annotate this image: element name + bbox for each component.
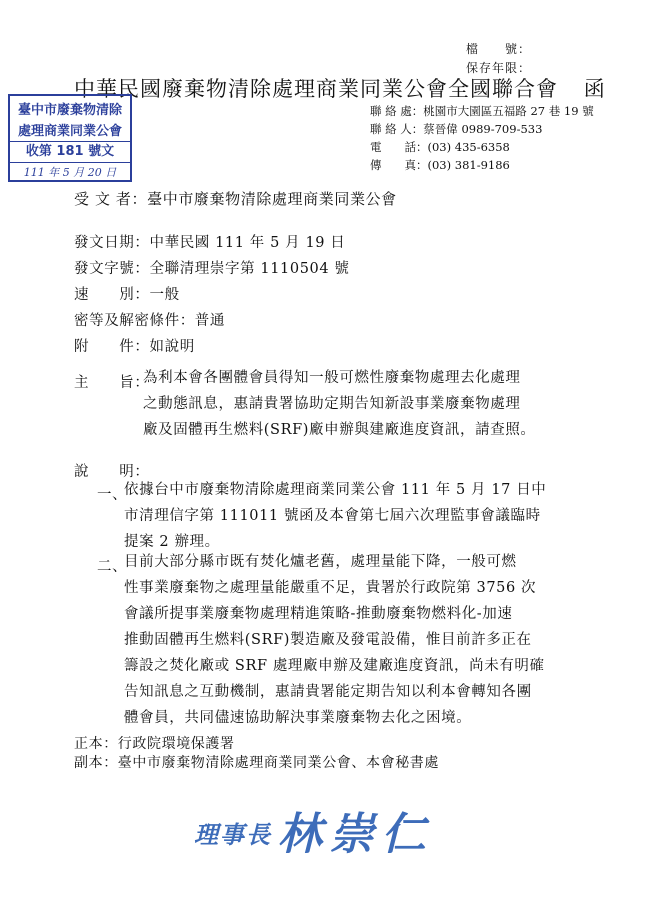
chairman-signature: [194, 798, 434, 862]
explanation-line: 依據台中市廢棄物清除處理商業同業公會 111 年 5 月 17 日中: [124, 482, 547, 498]
subject-text: [143, 365, 613, 443]
explanation-line: 推動固體再生燃料(SRF)製造廠及發電設備，惟目前許多正在: [124, 632, 532, 648]
attachment: 附 件：如說明: [74, 339, 195, 355]
explanation-line: 目前大部分縣市既有焚化爐老舊，處理量能下降，一般可燃: [124, 554, 517, 570]
stamp-receipt-number: 收第 181 號文: [10, 141, 130, 163]
explanation-line: 市清理信字第 111011 號函及本會第七屆六次理監事會議臨時: [124, 508, 541, 524]
subject-line: 廠及固體再生燃料(SRF)廠申辦與建廠進度資訊，請查照。: [143, 422, 536, 438]
document-type: 函: [583, 77, 606, 101]
stamp-receipt-date: 111 年 5 月 20 日: [23, 166, 117, 179]
secrecy-level: 密等及解密條件：普通: [74, 313, 225, 329]
explanation-line: 提案 2 辦理。: [124, 534, 220, 550]
subject-line: 之動態訊息，惠請貴署協助定期告知新設事業廢棄物處理: [143, 396, 521, 412]
retention-period-label: 保存年限：: [466, 61, 532, 75]
explanation-item-2-marker: 二、: [97, 559, 128, 575]
explanation-line: 籌設之焚化廠或 SRF 處理廠申辦及建廠進度資訊，尚未有明確: [124, 658, 545, 674]
contact-phone: 電 話：(03) 435-6358: [370, 140, 510, 154]
contact-fax: 傳 真：(03) 381-9186: [370, 158, 510, 172]
contact-person: 聯 絡 人：蔡晉偉 0989-709-533: [370, 122, 543, 136]
explanation-item-1-marker: 一、: [97, 487, 128, 503]
receipt-stamp: [8, 94, 132, 182]
signature-title: 理事長: [194, 820, 272, 849]
signature-name: 林崇仁: [277, 809, 434, 860]
contact-block: [370, 102, 594, 174]
document-fields: [74, 230, 350, 360]
explanation-line: 會議所提事業廢棄物處理精進策略-推動廢棄物燃料化-加速: [124, 606, 513, 622]
explanation-line: 告知訊息之互動機制，惠請貴署能定期告知以利本會轉知各團: [124, 684, 532, 700]
organization-name: 中華民國廢棄物清除處理商業同業公會全國聯合會: [74, 77, 558, 101]
delivery-speed: 速 別：一般: [74, 287, 180, 303]
stamp-line-2: 處理商業同業公會: [17, 124, 122, 139]
issuing-organization-title: [74, 73, 606, 103]
issue-number: 發文字號：全聯清理崇字第 1110504 號: [74, 261, 350, 277]
issue-date: 發文日期：中華民國 111 年 5 月 19 日: [74, 235, 346, 251]
file-number-label: 檔 號：: [466, 42, 532, 56]
explanation-label: 說 明：: [74, 464, 150, 480]
explanation-line: 體會員，共同儘速協助解決事業廢棄物去化之困境。: [124, 710, 472, 726]
subject-line: 為利本會各團體會員得知一般可燃性廢棄物處理去化處理: [143, 370, 521, 386]
explanation-line: 性事業廢棄物之處理量能嚴重不足，貴署於行政院第 3756 次: [124, 580, 537, 596]
explanation-item-1: [124, 477, 614, 555]
recipient: 受 文 者：臺中市廢棄物清除處理商業同業公會: [74, 190, 397, 208]
explanation-item-2: [124, 549, 614, 731]
subject-label: 主 旨：: [74, 375, 150, 391]
stamp-line-1: 臺中市廢棄物清除: [17, 103, 122, 118]
contact-address: 聯 絡 處：桃園市大園區五福路 27 巷 19 號: [370, 104, 594, 118]
main-recipient: 正本：行政院環境保護署: [74, 736, 235, 752]
carbon-copy: 副本：臺中市廢棄物清除處理商業同業公會、本會秘書處: [74, 755, 439, 771]
